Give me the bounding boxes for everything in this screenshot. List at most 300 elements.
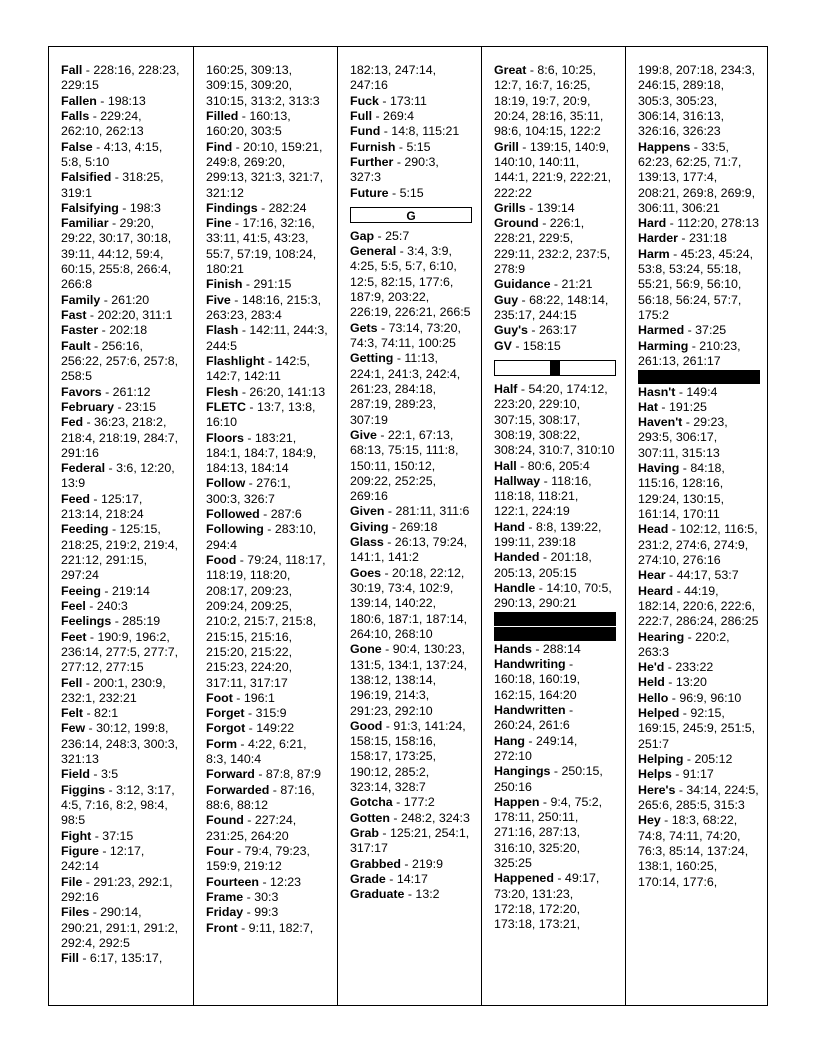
index-entry: Filled - 160:13, 160:20, 303:5 [206, 108, 291, 139]
index-entry: Fight - 37:15 [61, 828, 134, 843]
index-entry: Gap - 25:7 [350, 228, 410, 243]
index-entry: Forgot - 149:22 [206, 721, 295, 736]
page-line-references: 282:24 [268, 200, 307, 215]
page-line-references: 202:18 [109, 323, 148, 338]
index-entry: Hear - 44:17, 53:7 [638, 568, 739, 583]
index-entry: Harmed - 37:25 [638, 323, 727, 338]
page-line-references: 26:13, 79:24, 141:1, 141:2 [350, 535, 468, 565]
index-entry: Fallen - 198:13 [61, 93, 146, 108]
index-term: Getting [350, 351, 394, 366]
page-line-references: 283:10, 294:4 [206, 522, 317, 552]
index-entry: Fast - 202:20, 311:1 [61, 308, 173, 322]
page-line-references: 318:25, 319:1 [61, 170, 164, 200]
page-line-references: 5:15 [399, 185, 424, 200]
index-entry: Findings - 282:24 [206, 200, 307, 215]
page-line-references: 96:9, 96:10 [679, 690, 742, 705]
index-entry: Food - 79:24, 118:17, 118:19, 118:20, 208:17, 209:23, 209:24, 209:25, 210:2, 215:7, 215:8, 215:15, 215:16, 215:20, 215:22, 215:23, 224:20, 317:11, 317:17 [206, 553, 326, 690]
index-term: Forwarded [206, 782, 270, 797]
index-term: Hangings [494, 764, 551, 779]
index-entry: Falls - 229:24, 262:10, 262:13 [61, 108, 144, 139]
index-entry: Forwarded - 87:16, 88:6, 88:12 [206, 782, 315, 812]
index-term: Hasn't [638, 384, 676, 399]
index-entry: Hello - 96:9, 96:10 [638, 690, 742, 705]
index-term: Hello [638, 690, 669, 705]
index-term: Friday [206, 905, 244, 920]
index-term: Fed [61, 415, 84, 430]
page-line-references: 118:16, 118:18, 118:21, 122:1, 224:19 [494, 473, 592, 519]
index-entry: Find - 20:10, 159:21, 249:8, 269:20, 299:13, 321:3, 321:7, 321:12 [206, 139, 324, 200]
index-entry: Felt - 82:1 [61, 706, 119, 721]
page-line-references: 276:1, 300:3, 326:7 [206, 476, 291, 506]
page-line-references: 20:18, 22:12, 30:19, 73:4, 102:9, 139:14, 140:22, 180:6, 187:1, 187:14, 264:10, 268:10 [350, 565, 468, 641]
page-line-references: 233:22 [675, 660, 714, 675]
page-line-references: 291:23, 292:1, 292:16 [61, 874, 173, 904]
index-entry: Having - 84:18, 115:16, 128:16, 129:24, 130:15, 161:14, 170:11 [638, 461, 725, 522]
index-entry: Falsified - 318:25, 319:1 [61, 170, 164, 200]
index-term: Hang [494, 733, 525, 748]
page-line-references: 290:3, 327:3 [350, 154, 439, 185]
index-entry: Full - 269:4 [350, 108, 415, 123]
page-line-references: 5:15 [406, 139, 431, 154]
index-entry: Gotcha - 177:2 [350, 795, 435, 810]
page-line-references: 199:8, 207:18, 234:3, 246:15, 289:18, 305:3, 305:23, 306:14, 316:13, 326:16, 326:23 [638, 63, 756, 139]
index-entry: Five - 148:16, 215:3, 263:23, 283:4 [206, 292, 322, 322]
index-entry: Hey - 18:3, 68:22, 74:8, 74:11, 74:20, 76:3, 85:14, 137:24, 138:1, 160:25, 170:14, 177:6, [638, 813, 749, 889]
index-term: Hearing [638, 629, 685, 644]
index-entry: Hangings - 250:15, 250:16 [494, 764, 603, 794]
index-term: Fall [61, 63, 83, 77]
index-entry: Furnish - 5:15 [350, 139, 431, 154]
index-term: Helping [638, 752, 684, 767]
index-entry: False - 4:13, 4:15, 5:8, 5:10 [61, 139, 163, 169]
index-term: Flesh [206, 384, 239, 399]
index-term: Feeding [61, 522, 109, 537]
page-line-references: 44:19, 182:14, 220:6, 222:6, 222:7, 286:24, 286:25 [638, 583, 759, 629]
page-line-references: 315:9 [255, 706, 287, 721]
index-term: Favors [61, 384, 102, 399]
page-line-references: 250:15, 250:16 [494, 764, 603, 794]
index-term: Forgot [206, 721, 246, 736]
page-line-references: 149:22 [256, 721, 295, 736]
index-entry: Form - 4:22, 6:21, 8:3, 140:4 [206, 736, 307, 767]
page-line-references: 73:14, 73:20, 74:3, 74:11, 100:25 [350, 320, 461, 350]
index-term: Hallway [494, 473, 541, 488]
index-entry: Helped - 92:15, 169:15, 245:9, 251:5, 251:7 [638, 706, 756, 751]
index-term: Grill [494, 139, 519, 154]
index-term: Good [350, 718, 383, 733]
index-term: Fight [61, 828, 92, 843]
index-entry: Grade - 14:17 [350, 871, 428, 886]
page-line-references: 291:15 [253, 277, 292, 292]
index-entry: Field - 3:5 [61, 767, 119, 782]
page-line-references: 87:8, 87:9 [265, 767, 322, 782]
index-entry: Hall - 80:6, 205:4 [494, 458, 590, 473]
index-term: Followed [206, 507, 260, 522]
page-line-references: 9:4, 75:2, 178:11, 250:11, 271:16, 287:13, 316:10, 325:20, 325:25 [494, 794, 603, 871]
page-line-references: 8:6, 10:25, 12:7, 16:7, 16:25, 18:19, 19:7, 20:9, 20:24, 28:16, 35:11, 98:6, 104:15, 122:2 [494, 63, 604, 139]
index-entry: Handwritten - 260:24, 261:6 [494, 702, 574, 733]
page-line-references: 269:18 [399, 519, 438, 534]
index-term: Handwritten [494, 702, 566, 717]
page-line-references: 6:17, 135:17, [89, 951, 163, 966]
page-line-references: 182:13, 247:14, 247:16 [350, 63, 437, 93]
index-entry: Helps - 91:17 [638, 767, 714, 782]
page-line-references: 198:13 [107, 93, 146, 108]
index-entry: Figure - 12:17, 242:14 [61, 843, 145, 874]
index-term: Falsifying [61, 200, 119, 215]
page-line-references: 3:5 [100, 767, 119, 782]
index-term: Forward [206, 767, 255, 782]
page-line-references: 269:4 [383, 108, 415, 123]
page-line-references: 14:17 [396, 871, 428, 886]
page-line-references: 4:13, 4:15, 5:8, 5:10 [61, 139, 163, 169]
index-term: Felt [61, 706, 84, 721]
index-entry: Fell - 200:1, 230:9, 232:1, 232:21 [61, 675, 166, 705]
index-entry: Flesh - 26:20, 141:13 [206, 384, 326, 399]
index-term: Fuck [350, 93, 379, 108]
index-entry: Head - 102:12, 116:5, 231:2, 274:6, 274:9, 274:10, 276:16 [638, 522, 758, 567]
index-term: Gets [350, 320, 378, 335]
page-line-references: 17:16, 32:16, 33:11, 41:5, 43:23, 55:7, 57:19, 108:24, 180:21 [206, 216, 317, 277]
index-entry: Federal - 3:6, 12:20, 13:9 [61, 461, 175, 491]
index-term: Federal [61, 461, 106, 476]
page-line-references: 226:1, 228:21, 229:5, 229:11, 232:2, 237:5, 278:9 [494, 216, 611, 277]
index-entry: He'd - 233:22 [638, 660, 714, 675]
page-line-references: 160:25, 309:13, 309:15, 309:20, 310:15, 313:2, 313:3 [206, 63, 320, 108]
index-term: Goes [350, 565, 381, 580]
page-line-references: 92:15, 169:15, 245:9, 251:5, 251:7 [638, 706, 756, 751]
page-line-references: 37:15 [102, 828, 134, 843]
index-term: Give [350, 427, 377, 442]
index-entry: Gotten - 248:2, 324:3 [350, 810, 470, 825]
index-entry: Here's - 34:14, 224:5, 265:6, 285:5, 315:3 [638, 782, 759, 812]
page-line-references: 29:23, 293:5, 306:17, 307:11, 315:13 [638, 415, 728, 460]
index-term: Guidance [494, 277, 551, 292]
index-entry: Hands - 288:14 [494, 641, 581, 656]
page-line-references: 44:17, 53:7 [676, 568, 739, 583]
index-entry: Helping - 205:12 [638, 752, 733, 767]
page-line-references: 87:16, 88:6, 88:12 [206, 782, 315, 812]
index-entry: Grills - 139:14 [494, 200, 575, 215]
page-line-references: 261:12 [112, 384, 151, 399]
page-line-references: 125:21, 254:1, 317:17 [350, 826, 470, 856]
index-entry: Forget - 315:9 [206, 706, 287, 721]
page-line-references: 285:19 [122, 614, 161, 629]
index-entry: Followed - 287:6 [206, 507, 302, 522]
index-entry: Fed - 36:23, 218:2, 218:4, 218:19, 284:7, 291:16 [61, 415, 179, 460]
index-term: Falsified [61, 170, 112, 185]
index-entry: Graduate - 13:2 [350, 887, 440, 902]
page-line-references: 227:24, 231:25, 264:20 [206, 813, 297, 843]
index-entry: Fill - 6:17, 135:17, [61, 951, 163, 966]
index-entry: Falsifying - 198:3 [61, 200, 161, 215]
index-entry: Feel - 240:3 [61, 598, 128, 613]
index-term: Helped [638, 706, 680, 721]
index-term: Falls [61, 108, 90, 123]
index-entry: Happened - 49:17, 73:20, 131:23, 172:18, 172:20, 173:18, 173:21, [494, 871, 600, 932]
index-entry: Future - 5:15 [350, 185, 424, 200]
page-line-references: 290:14, 290:21, 291:1, 291:2, 292:4, 292:5 [61, 905, 179, 950]
index-term: Guy's [494, 323, 528, 338]
index-term: Here's [638, 782, 676, 797]
index-term: Graduate [350, 887, 405, 902]
index-entry: Given - 281:11, 311:6 [350, 504, 470, 519]
page-line-references: 18:3, 68:22, 74:8, 74:11, 74:20, 76:3, 85:14, 137:24, 138:1, 160:25, 170:14, 177:6, [638, 813, 749, 889]
letter-section-header [350, 207, 472, 223]
index-entry: Grabbed - 219:9 [350, 856, 443, 871]
index-entry: Hasn't - 149:4 [638, 384, 718, 399]
index-term: Great [494, 63, 527, 77]
section-letter: G [406, 208, 416, 223]
page-line-references: 148:16, 215:3, 263:23, 283:4 [206, 292, 322, 322]
index-term: Glass [350, 535, 384, 550]
page-line-references: 202:20, 311:1 [97, 308, 173, 322]
index-entry: Flash - 142:11, 244:3, 244:5 [206, 323, 328, 353]
index-term: Giving [350, 519, 389, 534]
index-entry: February - 23:15 [61, 399, 157, 414]
index-entry: Fourteen - 12:23 [206, 874, 302, 889]
index-entry: General - 3:4, 3:9, 4:25, 5:5, 5:7, 6:10, 12:5, 82:15, 177:6, 187:9, 203:22, 226:19, 226:21, 266:5 [350, 244, 471, 320]
page-line-references: 11:13, 224:1, 241:3, 242:4, 261:23, 284:18, 287:19, 289:23, 307:19 [350, 351, 461, 427]
page-line-references: 228:16, 228:23, 229:15 [61, 63, 180, 93]
index-entry: Feelings - 285:19 [61, 614, 161, 629]
index-entry: Goes - 20:18, 22:12, 30:19, 73:4, 102:9, 139:14, 140:22, 180:6, 187:1, 187:14, 264:10, 268:10 [350, 565, 468, 641]
page-line-references: 125:17, 213:14, 218:24 [61, 491, 144, 522]
index-term: Fallen [61, 93, 97, 108]
page-line-references: 219:9 [411, 856, 443, 871]
page-line-references: 34:14, 224:5, 265:6, 285:5, 315:3 [638, 782, 759, 812]
index-term: Fund [350, 124, 381, 139]
index-term: Head [638, 522, 669, 537]
index-entry: Handed - 201:18, 205:13, 205:15 [494, 550, 592, 580]
page-line-references: 37:25 [695, 323, 727, 338]
index-term: Fell [61, 675, 83, 690]
page-line-references: 139:15, 140:9, 140:10, 140:11, 144:1, 221:9, 222:21, 222:22 [494, 139, 612, 200]
index-term: Half [494, 381, 518, 396]
page-line-references: 9:11, 182:7, [248, 920, 314, 935]
index-term: GV [494, 338, 512, 353]
page-line-references: 190:9, 196:2, 236:14, 277:5, 277:7, 277:12, 277:15 [61, 629, 179, 675]
index-term: Filled [206, 108, 239, 123]
page-line-references: 21:21 [561, 277, 593, 292]
index-term: Grills [494, 200, 526, 215]
index-entry: Half - 54:20, 174:12, 223:20, 229:10, 307:15, 308:17, 308:19, 308:22, 308:24, 310:7, 310:10 [494, 381, 615, 458]
page-line-references: 20:10, 159:21, 249:8, 269:20, 299:13, 321:3, 321:7, 321:12 [206, 139, 324, 200]
index-entry: File - 291:23, 292:1, 292:16 [61, 874, 173, 904]
page-line-references: 80:6, 205:4 [527, 458, 590, 473]
index-entry: Great - 8:6, 10:25, 12:7, 16:7, 16:25, 18:19, 19:7, 20:9, 20:24, 28:16, 35:11, 98:6, 104:15, 122:2 [494, 63, 604, 139]
index-term: General [350, 244, 397, 259]
page-line-references: 248:2, 324:3 [400, 810, 470, 825]
index-entry: Fall - 228:16, 228:23, 229:15 [61, 63, 180, 93]
index-entry: Good - 91:3, 141:24, 158:15, 158:16, 158:17, 173:25, 190:12, 285:2, 323:14, 328:7 [350, 718, 466, 795]
index-entry: Finish - 291:15 [206, 277, 292, 292]
index-term: FLETC [206, 399, 246, 414]
index-term: Field [61, 767, 90, 782]
index-term: Findings [206, 200, 258, 215]
page-line-references: 198:3 [129, 200, 161, 215]
page-line-references: 13:20 [675, 675, 707, 690]
index-term: Figgins [61, 782, 106, 797]
index-term: Feelings [61, 614, 112, 629]
index-term: Frame [206, 889, 244, 904]
page-line-references: 26:20, 141:13 [249, 384, 326, 399]
index-term: Flash [206, 323, 239, 338]
index-entry: Favors - 261:12 [61, 384, 151, 399]
index-term: Gone [350, 642, 382, 657]
page-line-references: 23:15 [125, 399, 157, 414]
index-entry: Happens - 33:5, 62:23, 62:25, 71:7, 139:13, 177:4, 208:21, 269:8, 269:9, 306:11, 306:21 [638, 139, 756, 215]
index-term: Hear [638, 568, 666, 583]
index-entry: Harm - 45:23, 45:24, 53:8, 53:24, 55:18, 55:21, 56:9, 56:10, 56:18, 56:24, 57:7, 175:2 [638, 246, 754, 322]
index-entry: Harming - 210:23, 261:13, 261:17 [638, 338, 741, 368]
page-line-references: 219:14 [111, 583, 150, 598]
index-term: Handed [494, 550, 540, 565]
page-line-references: 68:22, 148:14, 235:17, 244:15 [494, 292, 609, 322]
page-line-references: 3:4, 3:9, 4:25, 5:5, 5:7, 6:10, 12:5, 82:15, 177:6, 187:9, 203:22, 226:19, 226:21, 266:5 [350, 244, 471, 320]
page-line-references: 240:3 [96, 598, 128, 613]
index-term: Foot [206, 690, 233, 705]
index-entry: Flashlight - 142:5, 142:7, 142:11 [206, 353, 310, 384]
index-entry: Fault - 256:16, 256:22, 257:6, 257:8, 258:5 [61, 338, 179, 384]
index-entry: Familiar - 29:20, 29:22, 30:17, 30:18, 39:11, 44:12, 59:4, 60:15, 255:8, 266:4, 266:8 [61, 216, 172, 292]
page-line-references: 287:6 [270, 507, 302, 522]
letter-section-header [494, 360, 616, 376]
index-entry [206, 63, 328, 109]
index-term: Handle [494, 581, 536, 595]
index-entry: FLETC - 13:7, 13:8, 16:10 [206, 399, 316, 430]
index-term: Floors [206, 430, 244, 445]
index-term: Feet [61, 629, 87, 644]
page-line-references: 281:11, 311:6 [395, 504, 470, 519]
index-term: Full [350, 108, 373, 123]
index-entry: Held - 13:20 [638, 675, 707, 690]
index-entry: Gets - 73:14, 73:20, 74:3, 74:11, 100:25 [350, 320, 461, 350]
page-line-references: 22:1, 67:13, 68:13, 75:15, 111:8, 150:11, 150:12, 209:22, 252:25, 269:16 [350, 427, 459, 504]
index-term: Heard [638, 583, 674, 598]
page-line-references: 200:1, 230:9, 232:1, 232:21 [61, 675, 166, 705]
page-line-references: 210:23, 261:13, 261:17 [638, 338, 741, 368]
index-term: Hands [494, 641, 532, 656]
index-entry: Found - 227:24, 231:25, 264:20 [206, 813, 297, 843]
page-line-references: 91:17 [682, 767, 714, 782]
index-term: Helps [638, 767, 672, 782]
page-line-references: 79:4, 79:23, 159:9, 219:12 [206, 843, 310, 874]
index-entry: Give - 22:1, 67:13, 68:13, 75:15, 111:8, 150:11, 150:12, 209:22, 252:25, 269:16 [350, 427, 459, 504]
index-term: Harming [638, 338, 689, 353]
index-column-5 [625, 47, 767, 1005]
index-term: Given [350, 504, 385, 519]
page-line-references: 249:14, 272:10 [494, 733, 578, 763]
index-entry: Feeing - 219:14 [61, 583, 150, 598]
page-line-references: 49:17, 73:20, 131:23, 172:18, 172:20, 173:18, 173:21, [494, 871, 600, 932]
page-line-references: 231:18 [688, 231, 727, 246]
page-line-references: 3:12, 3:17, 4:5, 7:16, 8:2, 98:4, 98:5 [61, 782, 175, 828]
index-entry: Follow - 276:1, 300:3, 326:7 [206, 476, 291, 506]
page-line-references: 91:3, 141:24, 158:15, 158:16, 158:17, 173:25, 190:12, 285:2, 323:14, 328:7 [350, 718, 466, 795]
index-term: Fast [61, 308, 87, 322]
index-term: Found [206, 813, 244, 828]
index-entry: Getting - 11:13, 224:1, 241:3, 242:4, 261:23, 284:18, 287:19, 289:23, 307:19 [350, 351, 461, 427]
page-line-references: 99:3 [254, 905, 279, 920]
index-term: Gap [350, 228, 375, 243]
index-entry: Further - 290:3, 327:3 [350, 154, 439, 185]
page-line-references: 173:11 [389, 93, 427, 108]
index-term: Food [206, 553, 237, 567]
page-line-references: 45:23, 45:24, 53:8, 53:24, 55:18, 55:21, 56:9, 56:10, 56:18, 56:24, 57:7, 175:2 [638, 246, 754, 322]
redaction-bar [494, 612, 616, 626]
index-entry: Floors - 183:21, 184:1, 184:7, 184:9, 184:13, 184:14 [206, 430, 317, 476]
page-line-references: 13:2 [415, 887, 440, 902]
index-entry: Heard - 44:19, 182:14, 220:6, 222:6, 222:7, 286:24, 286:25 [638, 583, 759, 629]
index-entry: Handle - 14:10, 70:5, 290:13, 290:21 [494, 581, 612, 611]
index-term: Hall [494, 458, 517, 473]
index-term: Finish [206, 277, 243, 292]
index-column-4 [481, 47, 625, 1005]
index-entry: Guy - 68:22, 148:14, 235:17, 244:15 [494, 292, 609, 322]
index-term: Handwriting [494, 657, 566, 672]
page-line-references: 36:23, 218:2, 218:4, 218:19, 284:7, 291:16 [61, 415, 179, 460]
index-term: Hey [638, 813, 661, 828]
index-term: Family [61, 292, 101, 307]
page-line-references: 3:6, 12:20, 13:9 [61, 461, 175, 491]
index-entry: Feed - 125:17, 213:14, 218:24 [61, 491, 144, 522]
page-line-references: 229:24, 262:10, 262:13 [61, 108, 144, 139]
index-entry: Few - 30:12, 199:8, 236:14, 248:3, 300:3, 321:13 [61, 721, 179, 767]
redaction-bar [638, 370, 760, 384]
page-line-references: 149:4 [686, 384, 718, 399]
index-term: File [61, 874, 83, 889]
page-line-references: 158:15 [522, 338, 561, 353]
index-entry: Four - 79:4, 79:23, 159:9, 219:12 [206, 843, 310, 874]
index-page-frame [48, 46, 768, 1006]
index-entry: Happen - 9:4, 75:2, 178:11, 250:11, 271:16, 287:13, 316:10, 325:20, 325:25 [494, 794, 603, 871]
index-column-3 [337, 47, 481, 1005]
index-entry: Hearing - 220:2, 263:3 [638, 629, 730, 659]
index-term: He'd [638, 660, 665, 675]
index-term: Four [206, 843, 234, 858]
page-line-references: 201:18, 205:13, 205:15 [494, 550, 592, 580]
index-entry: Giving - 269:18 [350, 519, 438, 534]
page-line-references: 139:14 [536, 200, 575, 215]
page-line-references: 13:7, 13:8, 16:10 [206, 399, 316, 430]
index-entry: Grab - 125:21, 254:1, 317:17 [350, 826, 470, 856]
index-entry: Following - 283:10, 294:4 [206, 522, 317, 552]
page-line-references: 183:21, 184:1, 184:7, 184:9, 184:13, 184:14 [206, 430, 317, 476]
index-entry: Handwriting - 160:18, 160:19, 162:15, 164:20 [494, 657, 581, 702]
page-line-references: 79:24, 118:17, 118:19, 118:20, 208:17, 209:23, 209:24, 209:25, 210:2, 215:7, 215:8, 215:15, 215:16, 215:20, 215:22, 215:23, 224:20, 317:11, 317:17 [206, 553, 326, 690]
page-line-references: 220:2, 263:3 [638, 629, 730, 659]
index-term: Fine [206, 216, 232, 231]
page-line-references: 196:1 [243, 690, 275, 705]
page-line-references: 160:13, 160:20, 303:5 [206, 108, 291, 139]
page-line-references: 205:12 [694, 752, 733, 767]
index-term: Files [61, 905, 90, 920]
index-term: Five [206, 292, 231, 307]
page-line-references: 14:8, 115:21 [391, 124, 460, 139]
index-entry: Glass - 26:13, 79:24, 141:1, 141:2 [350, 535, 468, 565]
index-term: February [61, 399, 115, 414]
page-line-references: 263:17 [538, 323, 577, 338]
index-entry: Feet - 190:9, 196:2, 236:14, 277:5, 277:7, 277:12, 277:15 [61, 629, 179, 675]
index-term: Hat [638, 399, 658, 414]
page-line-references: 84:18, 115:16, 128:16, 129:24, 130:15, 161:14, 170:11 [638, 461, 725, 522]
page-line-references: 12:23 [270, 874, 302, 889]
index-term: Grabbed [350, 856, 401, 871]
index-entry: Hand - 8:8, 139:22, 199:11, 239:18 [494, 519, 602, 550]
page-line-references: 142:11, 244:3, 244:5 [206, 323, 328, 353]
index-entry: Ground - 226:1, 228:21, 229:5, 229:11, 232:2, 237:5, 278:9 [494, 216, 611, 277]
